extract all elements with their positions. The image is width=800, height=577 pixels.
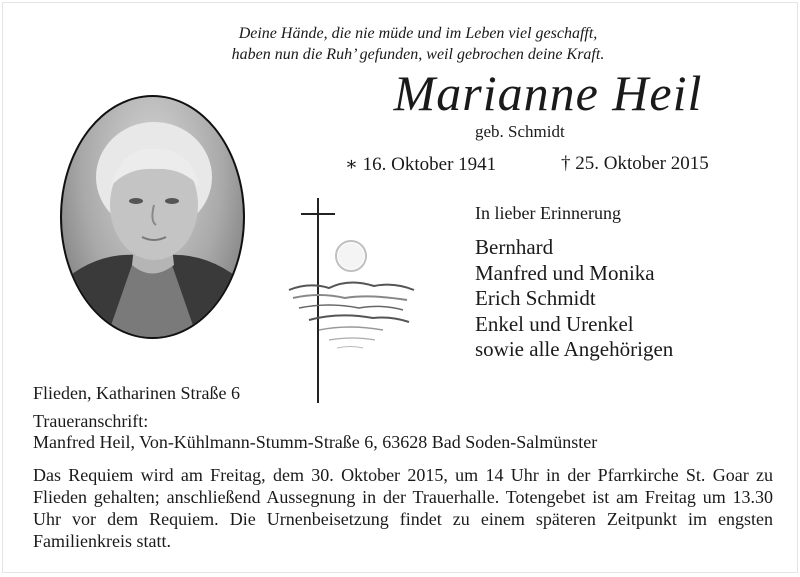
- condolence-address-label: Traueranschrift:: [33, 411, 149, 431]
- mourner-name: Enkel und Urenkel: [475, 311, 634, 336]
- condolence-address: Manfred Heil, Von-Kühlmann-Stumm-Straße 6, 63628 Bad Soden-Salmünster: [33, 432, 598, 452]
- deceased-name: Marianne Heil: [393, 65, 703, 121]
- memory-heading: In lieber Erinnerung: [475, 203, 621, 223]
- birth-date: ∗ 16. Oktober 1941: [345, 154, 497, 175]
- mourners-list: [475, 235, 775, 363]
- portrait-photo: [60, 95, 245, 339]
- death-date: † 25. Oktober 2015: [561, 153, 709, 174]
- obituary-notice: [2, 2, 798, 573]
- requiem-info: Das Requiem wird am Freitag, dem 30. Oktober 2015, um 14 Uhr in der Pfarrkirche St. Goar zu Flieden gehalten; anschließend Aussegnung in der Trauerhalle. Totengebet ist am Freitag um 13.30 Uhr vor dem Requiem. Die Urnenbeisetzung findet zu einem späteren Zeitpunkt im engsten Familienkreis statt.: [33, 465, 773, 551]
- mourner-name: Erich Schmidt: [475, 286, 596, 310]
- verse-line-1: Deine Hände, die nie müde und im Leben viel geschafft,: [238, 25, 598, 42]
- residence-address: Flieden, Katharinen Straße 6: [33, 383, 240, 403]
- mourner-name: Bernhard: [475, 235, 554, 259]
- cross-landscape-icon: [279, 198, 419, 408]
- verse-line-2: haben nun die Ruh’ gefunden, weil gebrochen deine Kraft.: [231, 46, 605, 63]
- mourner-name: Manfred und Monika: [475, 260, 655, 285]
- maiden-name: geb. Schmidt: [475, 122, 565, 141]
- mourner-name: sowie alle Angehörigen: [475, 337, 674, 361]
